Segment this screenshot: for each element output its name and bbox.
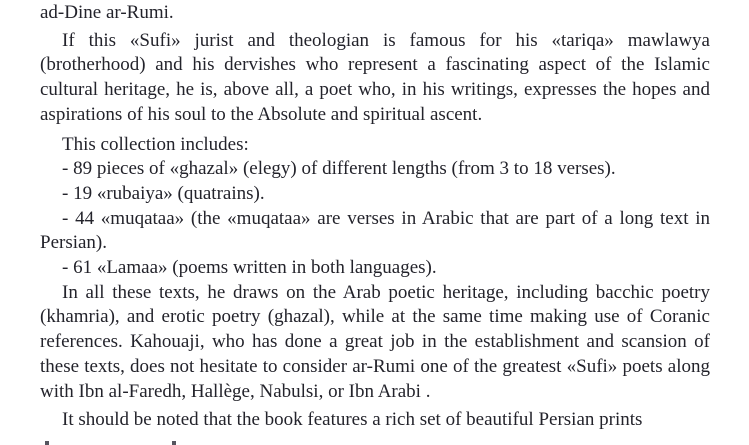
collection-heading: This collection includes: (62, 133, 249, 155)
paragraph-intro: If this «Sufi» jurist and theologian is famous for his «tariqa» mawlawya (brotherhood) and his dervishes who represent a fascinating aspect of the Islamic cultural heritage, he is, above all, a poet who, in his writings, expresses the hopes and aspirations of his soul to the Absolute and spiritual ascent. (40, 29, 710, 125)
list-item-muqataa: - 44 «muqataa» (the «muqataa» are verses in Arabic that are part of a long text in Persian). (40, 207, 710, 254)
list-item-ghazal: - 89 pieces of «ghazal» (elegy) of different lengths (from 3 to 18 verses). (62, 158, 616, 180)
clipped-next-line-glyph-top (45, 441, 49, 445)
clipped-next-line-glyph-top (172, 441, 176, 445)
list-item-rubaiya: - 19 «rubaiya» (quatrains). (62, 182, 265, 204)
paragraph-note: It should be noted that the book features a rich set of beautiful Persian prints (62, 409, 643, 431)
paragraph-analysis: In all these texts, he draws on the Arab poetic heritage, including bacchic poetry (khamria), and erotic poetry (ghazal), while at the same time making use of Coranic references. Kahouaji, who has done a great job in the establishment and scansion of these texts, does not hesitate to consider ar-Rumi one of the greatest «Sufi» poets along with Ibn al-Faredh, Hallège, Nabulsi, or Ibn Arabi . (40, 281, 710, 402)
list-item-lamaa: - 61 «Lamaa» (poems written in both languages). (62, 257, 437, 279)
paragraph-continuation: ad-Dine ar-Rumi. (40, 2, 174, 23)
